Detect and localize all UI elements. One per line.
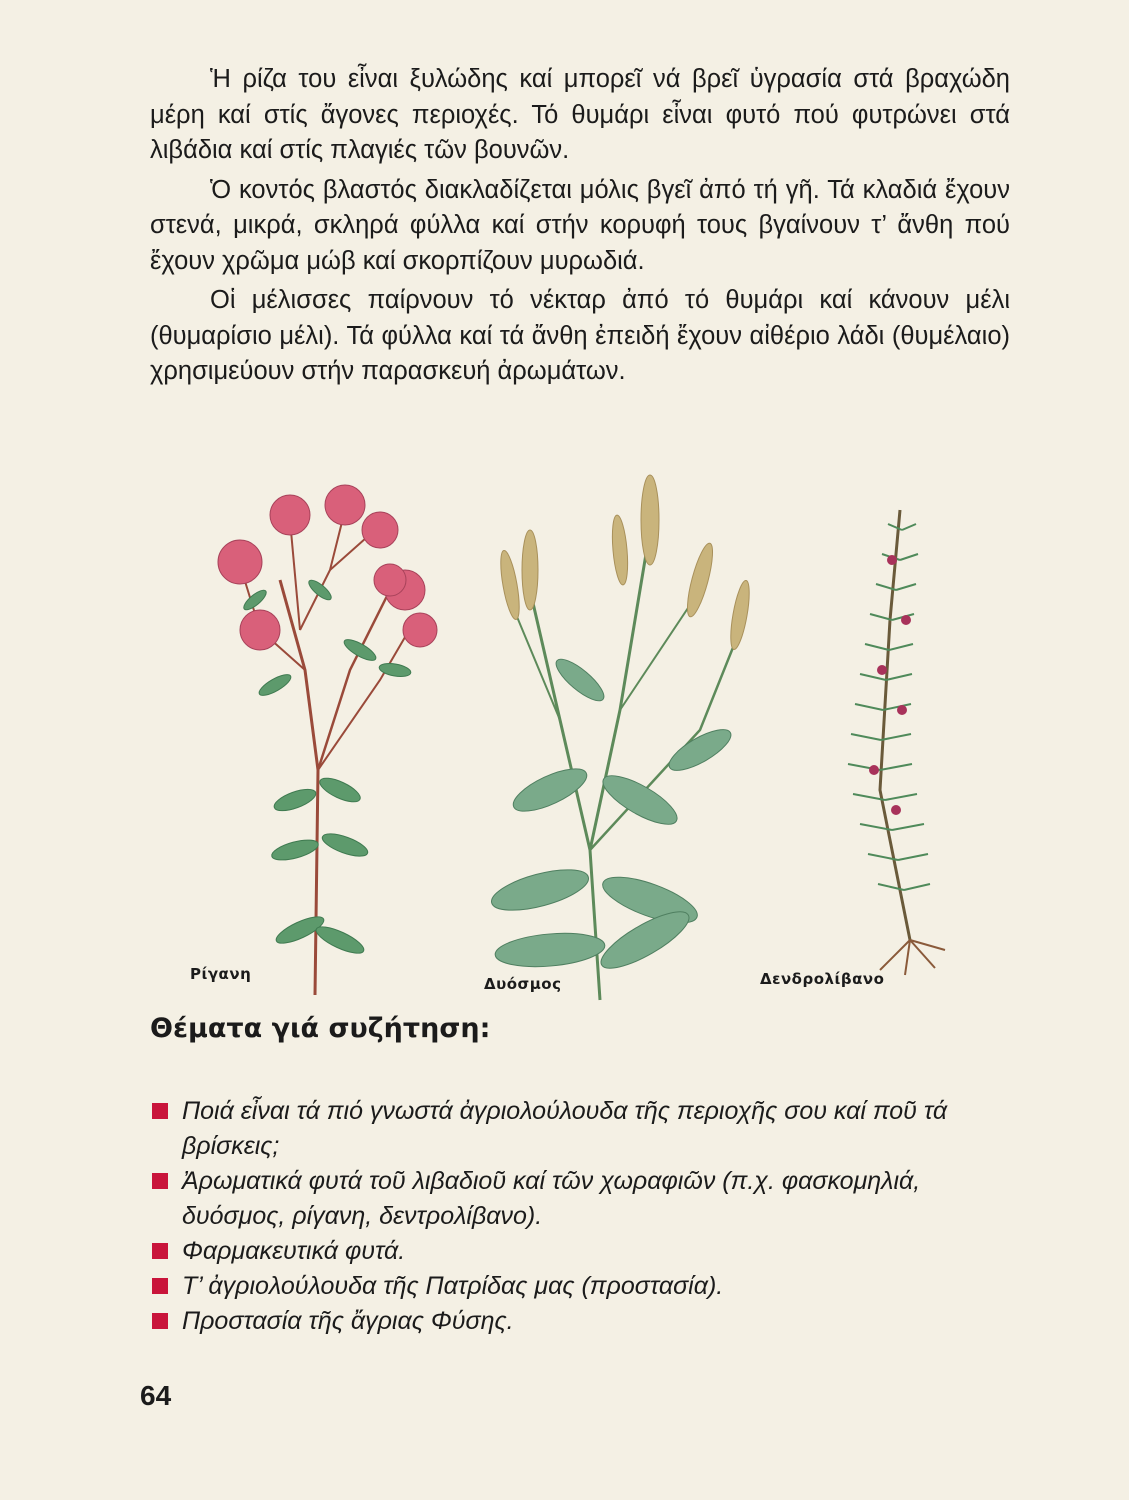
topic-text: Φαρμακευτικά φυτά. [182, 1237, 406, 1265]
topic-item [150, 1234, 1020, 1269]
square-bullet-icon [152, 1278, 168, 1294]
page-number: 64 [140, 1380, 172, 1411]
topic-text: Ποιά εἶναι τά πιό γνωστά ἀγριολούλουδα τῆς περιοχῆς σου καί ποῦ τά βρίσκεις; [182, 1097, 948, 1160]
plants-drawing [180, 470, 1020, 1010]
mint-plant-icon [488, 475, 753, 1000]
topic-item [150, 1304, 1020, 1339]
topic-item [150, 1269, 1020, 1304]
topic-text: Ἀρωματικά φυτά τοῦ λιβαδιοῦ καί τῶν χωραφιῶν (π.χ. φασκομηλιά, δυόσμος, ρίγανη, δεντρολίβανο). [182, 1167, 921, 1230]
discussion-title: Θέματα γιά συζήτηση: [150, 1013, 491, 1044]
discussion-topics [150, 1094, 1020, 1339]
topic-item [150, 1164, 1020, 1234]
paragraph-1: Ἡ ρίζα του εἶναι ξυλώδης καί μπορεῖ νά βρεῖ ὑγρασία στά βραχώδη μέρη καί στίς ἄγονες περιοχές. Τό θυμάρι εἶναι φυτό πού φυτρώνει στά λιβάδια καί στίς πλαγιές τῶν βουνῶν. [150, 65, 1010, 164]
paragraph-3: Οἱ μέλισσες παίρνουν τό νέκταρ ἀπό τό θυμάρι καί κάνουν μέλι (θυμαρίσιο μέλι). Τά φύλλα καί τά ἄνθη ἐπειδή ἔχουν αἰθέριο λάδι (θυμέλαιο) χρησιμεύουν στήν παρασκευή ἀρωμάτων. [150, 286, 1010, 385]
topic-item [150, 1094, 1020, 1164]
oregano-plant-icon [218, 485, 437, 995]
plants-illustration [180, 470, 1020, 1010]
oregano-label: Ρίγανη [190, 965, 252, 983]
square-bullet-icon [152, 1243, 168, 1259]
mint-label: Δυόσμος [484, 975, 562, 993]
square-bullet-icon [152, 1173, 168, 1189]
square-bullet-icon [152, 1313, 168, 1329]
paragraph-2: Ὁ κοντός βλαστός διακλαδίζεται μόλις βγεῖ ἀπό τή γῆ. Τά κλαδιά ἔχουν στενά, μικρά, σκληρά φύλλα καί στήν κορυφή τους βγαίνουν τ’ ἄνθη πού ἔχουν χρῶμα μώβ καί σκορπίζουν μυρωδιά. [150, 175, 1010, 275]
rosemary-plant-icon [848, 510, 945, 975]
topic-text: Τ’ ἀγριολούλουδα τῆς Πατρίδας μας (προστασία). [182, 1272, 724, 1300]
body-text [150, 62, 1010, 394]
square-bullet-icon [152, 1103, 168, 1119]
rosemary-label: Δενδρολίβανο [760, 970, 885, 988]
topic-text: Προστασία τῆς ἄγριας Φύσης. [182, 1307, 514, 1335]
